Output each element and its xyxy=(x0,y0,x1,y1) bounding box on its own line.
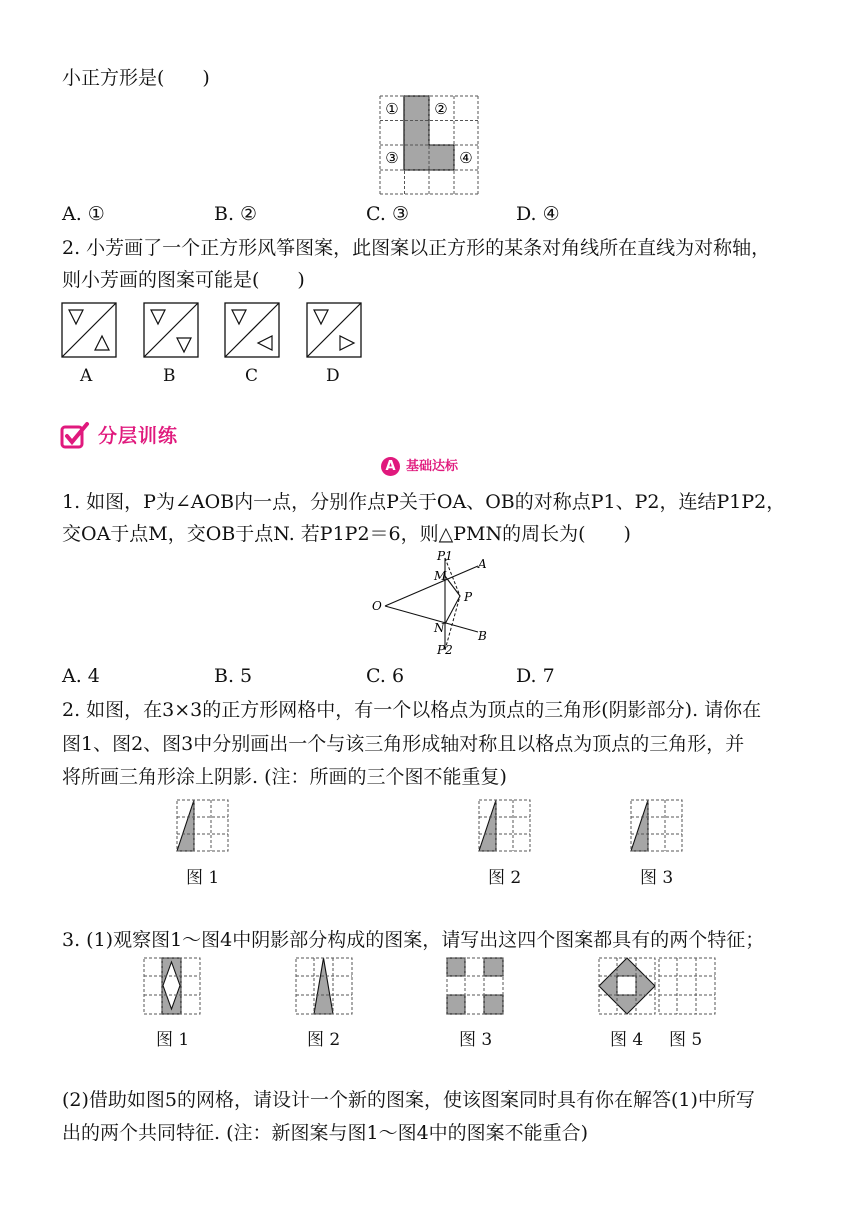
cell-label-1: ① xyxy=(385,100,399,118)
option-d: D. ④ xyxy=(516,203,560,225)
kite-option-d-figure xyxy=(306,302,362,358)
kite-question-line1: 2. 小芳画了一个正方形风筝图案，此图案以正方形的某条对角线所在直线为对称轴， xyxy=(62,237,771,259)
q1-option-b: B. 5 xyxy=(214,665,253,687)
q2-caption-2: 图 2 xyxy=(488,868,522,888)
question-tail: 小正方形是( ) xyxy=(62,67,210,89)
kite-question-line2: 则小芳画的图案可能是( ) xyxy=(62,269,305,291)
grid-figure-1 xyxy=(176,799,230,853)
q1-option-a: A. 4 xyxy=(62,665,100,687)
cell-label-4: ④ xyxy=(459,149,473,167)
q2-line1: 2. 如图，在3×3的正方形网格中，有一个以格点为顶点的三角形(阴影部分). 请你在 xyxy=(62,699,762,721)
q3-caption-3: 图 3 xyxy=(459,1030,493,1050)
level-badge xyxy=(381,457,400,476)
q3-part2-line2: 出的两个共同特征. (注：新图案与图1～图4中的图案不能重合) xyxy=(62,1122,589,1144)
kite-option-a-figure xyxy=(61,302,117,358)
cell-label-3: ③ xyxy=(385,149,399,167)
q3-part2-line1: (2)借助如图5的网格，请设计一个新的图案，使该图案同时具有你在解答(1)中所写 xyxy=(62,1089,755,1111)
kite-label-a: A xyxy=(80,366,93,386)
label-p: P xyxy=(464,590,473,604)
level-badge-text: A xyxy=(385,459,396,474)
kite-label-c: C xyxy=(245,366,259,386)
kite-label-b: B xyxy=(163,366,176,386)
q2-caption-1: 图 1 xyxy=(186,868,220,888)
level-subtitle: 基础达标 xyxy=(406,459,459,474)
label-p1: P1 xyxy=(437,549,453,563)
q2-line3: 将所画三角形涂上阴影. (注：所画的三个图不能重复) xyxy=(62,766,507,788)
grid-figure-3 xyxy=(630,799,684,853)
q1-option-d: D. 7 xyxy=(516,665,555,687)
label-p2: P2 xyxy=(437,643,453,657)
l-shape-grid-figure xyxy=(380,96,480,196)
option-a: A. ① xyxy=(62,203,105,225)
angle-reflection-figure xyxy=(368,549,498,658)
kite-option-b-figure xyxy=(143,302,199,358)
checkbox-icon xyxy=(60,422,90,450)
q3-caption-4: 图 4 xyxy=(610,1030,644,1050)
option-b: B. ② xyxy=(214,203,258,225)
q2-line2: 图1、图2、图3中分别画出一个与该三角形成轴对称且以格点为顶点的三角形，并 xyxy=(62,733,745,755)
cell-label-2: ② xyxy=(434,100,448,118)
label-a: A xyxy=(478,557,487,571)
kite-option-c-figure xyxy=(224,302,280,358)
pattern-figure-4 xyxy=(598,957,656,1015)
q2-caption-3: 图 3 xyxy=(640,868,674,888)
label-m: M xyxy=(434,569,447,583)
pattern-figure-1 xyxy=(143,957,201,1015)
grid-figure-2 xyxy=(478,799,532,853)
q1-line2: 交OA于点M，交OB于点N. 若P1P2＝6，则△PMN的周长为( ) xyxy=(62,523,631,545)
q1-option-c: C. 6 xyxy=(366,665,405,687)
q1-line1: 1. 如图，P为∠AOB内一点，分别作点P关于OA、OB的对称点P1、P2，连结P1P2， xyxy=(62,491,786,513)
label-o: O xyxy=(372,599,382,613)
pattern-figure-5-empty-grid xyxy=(658,957,716,1015)
kite-label-d: D xyxy=(326,366,340,386)
label-n: N xyxy=(434,621,445,635)
q3-caption-1: 图 1 xyxy=(156,1030,190,1050)
pattern-figure-2 xyxy=(295,957,353,1015)
section-title: 分层训练 xyxy=(98,425,179,447)
label-b: B xyxy=(478,629,487,643)
q3-line1: 3. (1)观察图1～图4中阴影部分构成的图案，请写出这四个图案都具有的两个特征； xyxy=(62,929,765,951)
pattern-figure-3 xyxy=(446,957,504,1015)
option-c: C. ③ xyxy=(366,203,409,225)
q3-caption-5: 图 5 xyxy=(669,1030,703,1050)
q3-caption-2: 图 2 xyxy=(307,1030,341,1050)
